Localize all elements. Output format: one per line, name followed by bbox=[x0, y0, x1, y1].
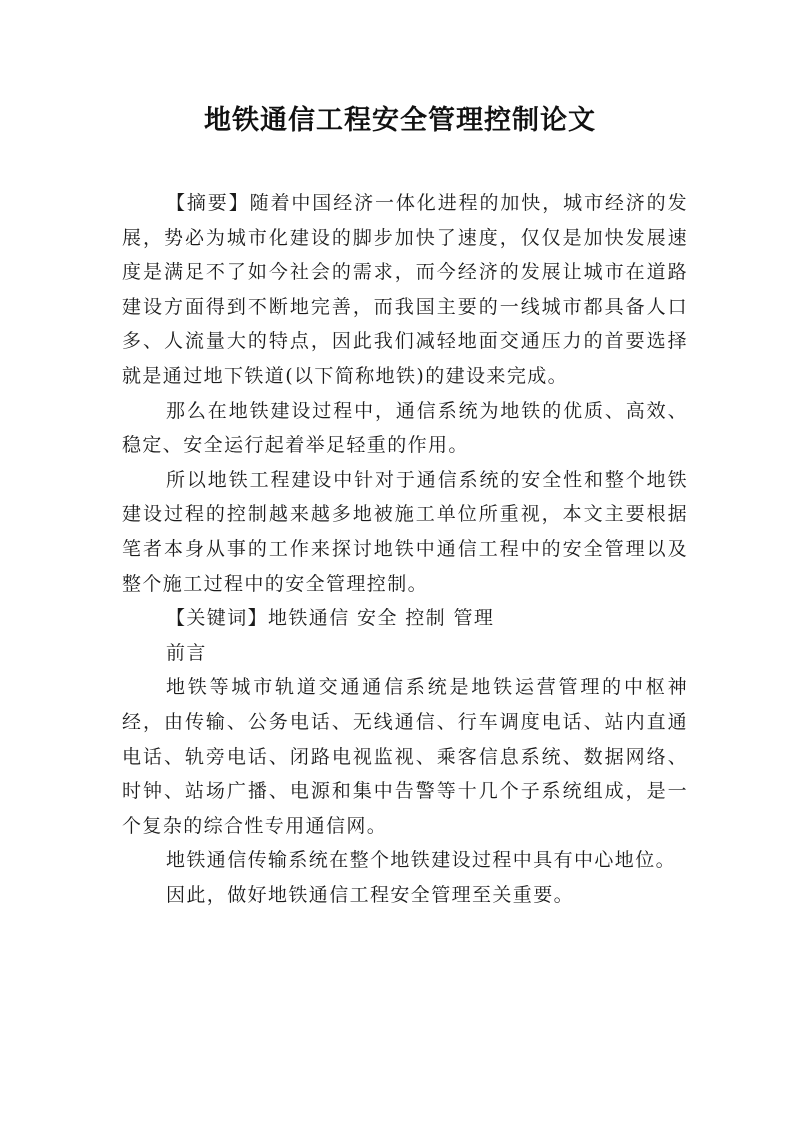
body-paragraph: 地铁等城市轨道交通通信系统是地铁运营管理的中枢神经，由传输、公务电话、无线通信、行车调度电话、站内直通电话、轨旁电话、闭路电视监视、乘客信息系统、数据网络、时钟、站场广播、电源和集中告警等十几个子系统组成，是一个复杂的综合性专用通信网。 bbox=[122, 676, 688, 837]
body-paragraph: 地铁通信传输系统在整个地铁建设过程中具有中心地位。 bbox=[166, 849, 677, 872]
document-body bbox=[122, 186, 688, 912]
body-paragraph: 因此，做好地铁通信工程安全管理至关重要。 bbox=[166, 883, 575, 906]
document-title: 地铁通信工程安全管理控制论文 bbox=[204, 105, 596, 136]
abstract-paragraph: 【摘要】随着中国经济一体化进程的加快，城市经济的发展，势必为城市化建设的脚步加快了速度，仅仅是加快发展速度是满足不了如今社会的需求，而今经济的发展让城市在道路建设方面得到不断地完善，而我国主要的一线城市都具备人口多、人流量大的特点，因此我们减轻地面交通压力的首要选择就是通过地下铁道(以下简称地铁)的建设来完成。 bbox=[122, 192, 688, 387]
keywords-line: 【关键词】地铁通信 安全 控制 管理 bbox=[166, 607, 495, 630]
body-paragraph: 那么在地铁建设过程中，通信系统为地铁的优质、高效、稳定、安全运行起着举足轻重的作用。 bbox=[122, 399, 688, 457]
section-heading-preface: 前言 bbox=[166, 641, 207, 664]
body-paragraph: 所以地铁工程建设中针对于通信系统的安全性和整个地铁建设过程的控制越来越多地被施工单位所重视，本文主要根据笔者本身从事的工作来探讨地铁中通信工程中的安全管理以及整个施工过程中的安全管理控制。 bbox=[122, 468, 688, 595]
